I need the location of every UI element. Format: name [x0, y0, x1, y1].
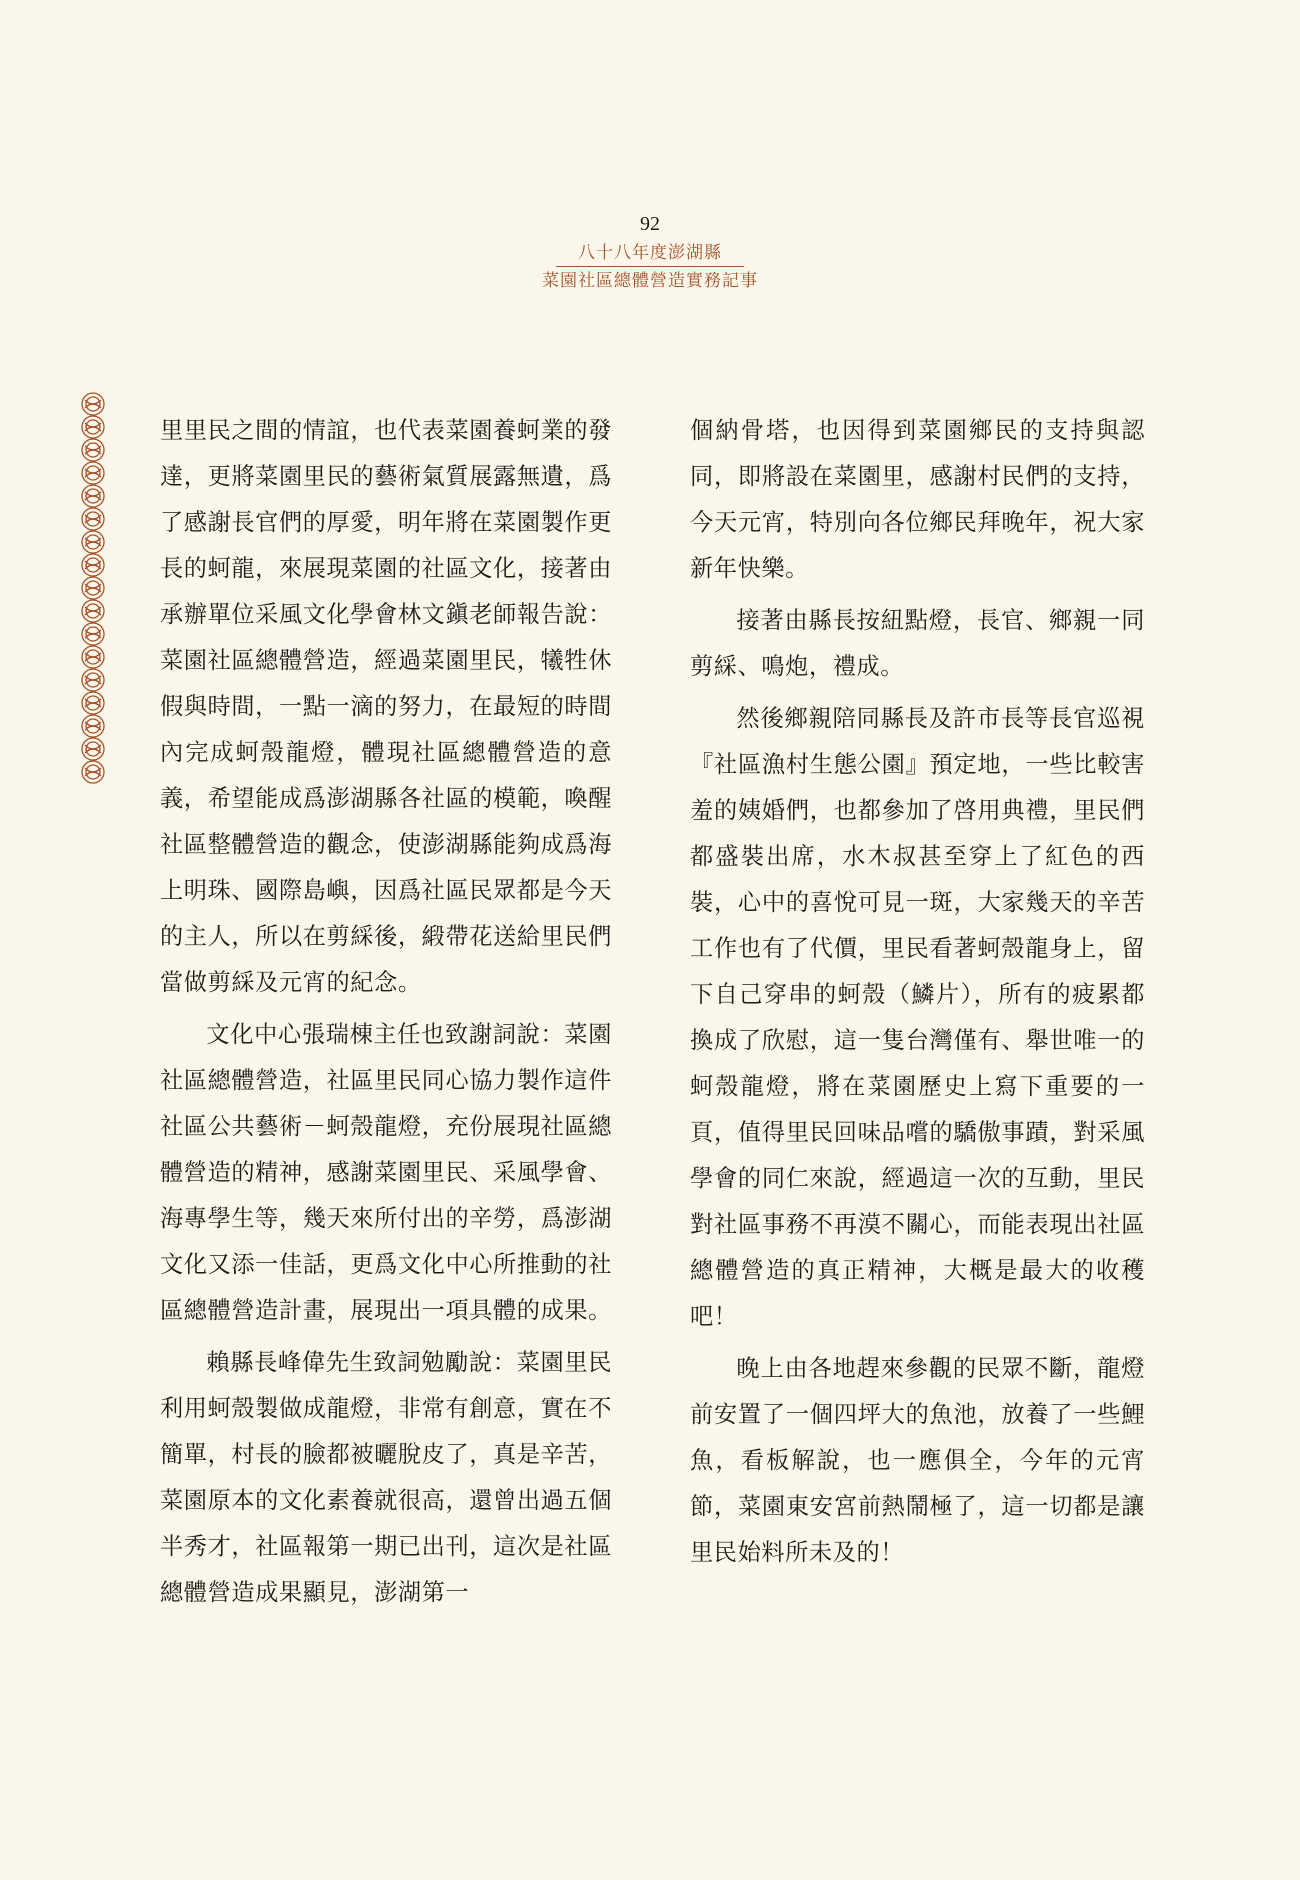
paragraph: 文化中心張瑞棟主任也致謝詞說：菜園社區總體營造，社區里民同心協力製作這件社區公共藝術－蚵殼龍燈，充份展現社區總體營造的精神，感謝菜園里民、采風學會、海專學生等，幾天來所付出的辛勞，爲澎湖文化又添一佳話，更爲文化中心所推動的社區總體營造計畫，展現出一項具體的成果。 — [160, 1021, 612, 1324]
left-text-column — [160, 408, 612, 1622]
paragraph: 然後鄉親陪同縣長及許市長等長官巡視『社區漁村生態公園』預定地，一些比較害羞的姨婚們，也都參加了啓用典禮，里民們都盛裝出席，水木叔甚至穿上了紅色的西裝，心中的喜悅可見一斑，大家幾天的辛苦工作也有了代價，里民看著蚵殼龍身上，留下自己穿串的蚵殼（鱗片），所有的疲累都換成了欣慰，這一隻台灣僅有、舉世唯一的蚵殼龍燈，將在菜園歷史上寫下重要的一頁，值得里民回味品嚐的驕傲事蹟，對采風學會的同仁來說，經過這一次的互動，里民對社區事務不再漠不關心，而能表現出社區總體營造的真正精神，大概是最大的收穫吧！ — [690, 705, 1145, 1330]
paragraph: 賴縣長峰偉先生致詞勉勵說：菜園里民利用蚵殼製做成龍燈，非常有創意，實在不簡單，村長的臉都被曬脫皮了，真是辛苦，菜園原本的文化素養就很高，還曾出過五個半秀才，社區報第一期已出刊，這次是社區總體營造成果顯見，澎湖第一 — [160, 1349, 612, 1606]
paragraph: 晚上由各地趕來參觀的民眾不斷，龍燈前安置了一個四坪大的魚池，放養了一些鯉魚，看板解說，也一應俱全，今年的元宵節，菜園東安宮前熱鬧極了，這一切都是讓里民始料所未及的！ — [690, 1355, 1145, 1566]
paragraph: 里里民之間的情誼，也代表菜園養蚵業的發達，更將菜園里民的藝術氣質展露無遺，爲了感謝長官們的厚愛，明年將在菜園製作更長的蚵龍，來展現菜園的社區文化，接著由承辦單位采風文化學會林文鎭老師報告說：菜園社區總體營造，經過菜園里民，犧牲休假與時間，一點一滴的努力，在最短的時間內完成蚵殼龍燈，體現社區總體營造的意義，希望能成爲澎湖縣各社區的模範，喚醒社區整體營造的觀念，使澎湖縣能夠成爲海上明珠、國際島嶼，因爲社區民眾都是今天的主人，所以在剪綵後，緞帶花送給里民們當做剪綵及元宵的紀念。 — [160, 417, 612, 996]
paragraph: 個納骨塔，也因得到菜園鄉民的支持與認同，即將設在菜園里，感謝村民們的支持，今天元宵，特別向各位鄉民拜晚年，祝大家新年快樂。 — [690, 417, 1145, 582]
paragraph: 接著由縣長按紐點燈，長官、鄉親一同剪綵、鳴炮，禮成。 — [690, 607, 1145, 680]
right-text-column — [690, 408, 1145, 1582]
series-title: 八十八年度澎湖縣 — [578, 243, 722, 263]
page-header — [0, 212, 1300, 292]
header-divider — [556, 266, 744, 267]
book-title: 菜園社區總體營造實務記事 — [542, 271, 758, 291]
decorative-circle-chain-icon — [78, 390, 108, 785]
page-number: 92 — [640, 213, 660, 235]
